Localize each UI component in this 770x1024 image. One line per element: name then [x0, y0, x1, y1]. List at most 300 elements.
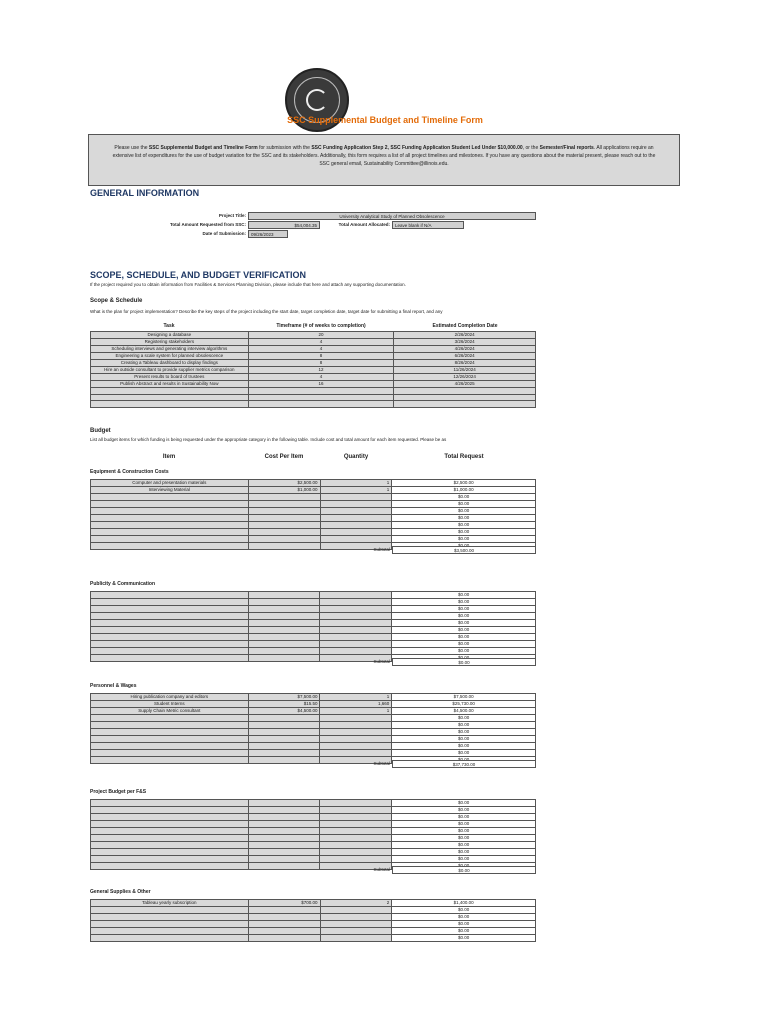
quantity-cell[interactable] — [320, 736, 392, 743]
item-cell[interactable] — [91, 501, 249, 508]
table-row — [91, 620, 536, 627]
cost-cell[interactable] — [248, 620, 320, 627]
table-row — [91, 346, 536, 353]
estimated-date-cell[interactable]: 4/26/2025 — [394, 381, 536, 388]
project-title-field[interactable]: University Analytical Study of Planned Obsolescence — [248, 212, 536, 220]
table-row — [91, 374, 536, 381]
table-row — [91, 715, 536, 722]
total-cell: $0.00 — [392, 627, 536, 634]
quantity-cell[interactable] — [320, 634, 392, 641]
total-cell: $7,500.00 — [392, 694, 536, 701]
cost-cell[interactable] — [248, 828, 320, 835]
total-cell: $0.00 — [392, 599, 536, 606]
item-cell[interactable] — [91, 522, 249, 529]
total-cell: $0.00 — [392, 715, 536, 722]
col-estimated-header: Estimated Completion Date — [432, 323, 498, 329]
item-cell[interactable]: Student Interns — [91, 701, 249, 708]
item-cell[interactable] — [91, 814, 249, 821]
total-requested-field[interactable]: $54,004.35 — [248, 221, 320, 229]
timeframe-cell[interactable] — [248, 394, 394, 401]
cost-cell[interactable] — [248, 613, 320, 620]
task-cell[interactable]: Present results to board of trustees — [91, 374, 249, 381]
quantity-cell[interactable] — [320, 914, 392, 921]
intro-text-3: , or the — [522, 145, 540, 151]
total-cell: $0.00 — [392, 849, 536, 856]
item-cell[interactable] — [91, 842, 249, 849]
quantity-cell[interactable] — [320, 515, 392, 522]
cost-cell[interactable] — [248, 641, 320, 648]
estimated-date-cell[interactable] — [394, 394, 536, 401]
table-row — [91, 339, 536, 346]
total-cell: $0.00 — [392, 494, 536, 501]
table-row — [91, 914, 536, 921]
total-cell: $0.00 — [392, 592, 536, 599]
table-row — [91, 821, 536, 828]
item-cell[interactable] — [91, 634, 249, 641]
cost-cell[interactable] — [248, 592, 320, 599]
cost-cell[interactable] — [248, 606, 320, 613]
task-cell[interactable]: Creating a Tableau dashboard to display findings — [91, 360, 249, 367]
timeframe-cell[interactable]: 4 — [248, 346, 394, 353]
quantity-cell[interactable] — [320, 522, 392, 529]
intro-text-1: Please use the — [114, 145, 149, 151]
subtotal-value: $0.00 — [392, 866, 536, 874]
quantity-cell[interactable]: 1 — [320, 480, 392, 487]
cost-cell[interactable] — [248, 634, 320, 641]
item-cell[interactable] — [91, 508, 249, 515]
total-cell: $0.00 — [392, 800, 536, 807]
total-cell: $0.00 — [392, 536, 536, 543]
table-row — [91, 842, 536, 849]
task-cell[interactable] — [91, 401, 249, 408]
total-cell: $0.00 — [392, 613, 536, 620]
table-row — [91, 722, 536, 729]
cost-cell[interactable] — [248, 821, 320, 828]
quantity-cell[interactable] — [320, 856, 392, 863]
table-row — [91, 900, 536, 907]
estimated-date-cell[interactable]: 2/26/2024 — [394, 332, 536, 339]
total-cell: $0.00 — [392, 935, 536, 942]
quantity-cell[interactable] — [320, 508, 392, 515]
total-cell: $0.00 — [392, 620, 536, 627]
quantity-cell[interactable] — [320, 613, 392, 620]
table-row — [91, 480, 536, 487]
total-cell: $0.00 — [392, 641, 536, 648]
cost-cell[interactable] — [248, 914, 320, 921]
item-cell[interactable] — [91, 807, 249, 814]
subtotal-label: Subtotal — [373, 659, 390, 664]
item-cell[interactable] — [91, 515, 249, 522]
quantity-cell[interactable] — [320, 620, 392, 627]
item-cell[interactable] — [91, 648, 249, 655]
item-cell[interactable] — [91, 743, 249, 750]
cost-cell[interactable] — [248, 807, 320, 814]
estimated-date-cell[interactable]: 8/26/2024 — [394, 360, 536, 367]
cost-cell[interactable] — [248, 856, 320, 863]
cost-cell[interactable] — [248, 599, 320, 606]
item-cell[interactable] — [91, 606, 249, 613]
quantity-cell[interactable] — [320, 842, 392, 849]
cost-cell[interactable] — [248, 835, 320, 842]
table-row — [91, 800, 536, 807]
scope-note: If the project required you to obtain information from Facilities & Services Planning Division, please include that here and attach any supporting documentation. — [90, 282, 406, 287]
item-cell[interactable] — [91, 757, 249, 764]
table-row — [91, 606, 536, 613]
total-cell: $0.00 — [392, 648, 536, 655]
task-cell[interactable]: Engineering a scale system for planned obsolescence — [91, 353, 249, 360]
table-row — [91, 641, 536, 648]
cost-cell[interactable] — [248, 935, 320, 942]
quantity-cell[interactable] — [320, 536, 392, 543]
item-cell[interactable]: Computer and presentation materials — [91, 480, 249, 487]
budget-category-label: Project Budget per F&S — [90, 789, 147, 795]
quantity-cell[interactable] — [320, 907, 392, 914]
subtotal-value: $0.00 — [392, 658, 536, 666]
total-cell: $0.00 — [392, 921, 536, 928]
total-cell: $4,500.00 — [392, 708, 536, 715]
table-row — [91, 613, 536, 620]
item-cell[interactable] — [91, 620, 249, 627]
table-row — [91, 634, 536, 641]
quantity-cell[interactable] — [320, 743, 392, 750]
total-cell: $0.00 — [392, 529, 536, 536]
quantity-cell[interactable] — [320, 627, 392, 634]
cost-cell[interactable] — [248, 736, 320, 743]
item-cell[interactable] — [91, 928, 249, 935]
scope-subheading: Scope & Schedule — [90, 298, 143, 304]
subtotal-value: $3,500.00 — [392, 546, 536, 554]
project-title-label: Project Title: — [218, 213, 246, 218]
cost-cell[interactable] — [248, 529, 320, 536]
table-row — [91, 907, 536, 914]
table-row — [91, 529, 536, 536]
intro-bold-1: SSC Supplemental Budget and Timeline Form — [148, 145, 258, 151]
estimated-date-cell[interactable]: 3/26/2024 — [394, 339, 536, 346]
quantity-cell[interactable] — [320, 641, 392, 648]
cost-cell[interactable]: $2,500.00 — [248, 480, 320, 487]
total-cell: $0.00 — [392, 842, 536, 849]
item-cell[interactable] — [91, 543, 249, 550]
quantity-cell[interactable] — [320, 828, 392, 835]
item-cell[interactable] — [91, 655, 249, 662]
table-row — [91, 381, 536, 388]
total-cell: $1,400.00 — [392, 900, 536, 907]
total-cell: $0.00 — [392, 835, 536, 842]
item-cell[interactable] — [91, 736, 249, 743]
item-cell[interactable] — [91, 828, 249, 835]
total-cell: $0.00 — [392, 522, 536, 529]
timeframe-cell[interactable]: 12 — [248, 367, 394, 374]
table-row — [91, 828, 536, 835]
col-timeframe-header: Timeframe (# of weeks to completion) — [276, 323, 366, 329]
quantity-cell[interactable] — [320, 928, 392, 935]
budget-category-label: Personnel & Wages — [90, 683, 137, 689]
table-row — [91, 701, 536, 708]
quantity-cell[interactable] — [320, 849, 392, 856]
cost-cell[interactable] — [248, 655, 320, 662]
estimated-date-cell[interactable] — [394, 388, 536, 395]
item-cell[interactable] — [91, 750, 249, 757]
estimated-date-cell[interactable] — [394, 401, 536, 408]
budget-table — [90, 899, 536, 942]
cost-cell[interactable] — [248, 648, 320, 655]
task-cell[interactable]: Registering stakeholders — [91, 339, 249, 346]
timeframe-cell[interactable]: 8 — [248, 353, 394, 360]
table-row — [91, 599, 536, 606]
quantity-cell[interactable] — [320, 715, 392, 722]
cost-cell[interactable] — [248, 750, 320, 757]
budget-category-label: Equipment & Construction Costs — [90, 469, 169, 475]
total-cell: $0.00 — [392, 907, 536, 914]
item-cell[interactable] — [91, 627, 249, 634]
table-row — [91, 750, 536, 757]
table-row — [91, 849, 536, 856]
quantity-cell[interactable]: 2 — [320, 900, 392, 907]
total-cell: $0.00 — [392, 928, 536, 935]
quantity-cell[interactable] — [320, 648, 392, 655]
timeframe-cell[interactable]: 4 — [248, 374, 394, 381]
cost-cell[interactable] — [248, 842, 320, 849]
timeframe-cell[interactable]: 4 — [248, 339, 394, 346]
total-cell: $0.00 — [392, 634, 536, 641]
cost-cell[interactable]: $700.00 — [248, 900, 320, 907]
quantity-cell[interactable] — [320, 529, 392, 536]
item-cell[interactable]: Supply Chain Metric consultant — [91, 708, 249, 715]
table-row — [91, 935, 536, 942]
timeframe-cell[interactable]: 20 — [248, 332, 394, 339]
item-cell[interactable]: Interviewing Material — [91, 487, 249, 494]
task-cell[interactable]: Scheduling interviews and generating interview algorithms — [91, 346, 249, 353]
intro-bold-2: SSC Funding Application Step 2, SSC Funding Application Student Led Under $10,000.00 — [311, 145, 523, 151]
estimated-date-cell[interactable]: 6/26/2024 — [394, 353, 536, 360]
item-cell[interactable] — [91, 729, 249, 736]
date-label: Date of Submission: — [202, 231, 246, 236]
quantity-cell[interactable] — [320, 606, 392, 613]
table-row — [91, 708, 536, 715]
task-cell[interactable] — [91, 388, 249, 395]
schedule-table — [90, 331, 536, 408]
cost-cell[interactable] — [248, 722, 320, 729]
estimated-date-cell[interactable]: 4/26/2024 — [394, 346, 536, 353]
quantity-cell[interactable] — [320, 599, 392, 606]
item-cell[interactable]: Hiring publication company and editors — [91, 694, 249, 701]
table-row — [91, 353, 536, 360]
total-cell: $2,500.00 — [392, 480, 536, 487]
quantity-cell[interactable]: 1 — [320, 487, 392, 494]
total-cell: $0.00 — [392, 914, 536, 921]
item-cell[interactable] — [91, 863, 249, 870]
cost-cell[interactable]: $15.50 — [248, 701, 320, 708]
item-cell[interactable] — [91, 722, 249, 729]
item-cell[interactable] — [91, 536, 249, 543]
cost-cell[interactable] — [248, 814, 320, 821]
total-cell: $1,000.00 — [392, 487, 536, 494]
item-cell[interactable] — [91, 849, 249, 856]
cost-cell[interactable] — [248, 522, 320, 529]
total-cell: $0.00 — [392, 515, 536, 522]
budget-heading: Budget — [90, 428, 111, 434]
cost-cell[interactable] — [248, 928, 320, 935]
item-cell[interactable] — [91, 592, 249, 599]
cost-cell[interactable] — [248, 501, 320, 508]
total-cell: $25,730.00 — [392, 701, 536, 708]
quantity-cell[interactable] — [320, 814, 392, 821]
quantity-cell[interactable] — [320, 921, 392, 928]
item-cell[interactable] — [91, 907, 249, 914]
table-row — [91, 487, 536, 494]
cost-cell[interactable] — [248, 757, 320, 764]
total-cell: $0.00 — [392, 750, 536, 757]
total-allocated-field[interactable]: Leave blank if N/A — [392, 221, 464, 229]
cost-cell[interactable]: $7,500.00 — [248, 694, 320, 701]
total-cell: $0.00 — [392, 729, 536, 736]
total-cell: $0.00 — [392, 508, 536, 515]
timeframe-cell[interactable]: 16 — [248, 381, 394, 388]
quantity-cell[interactable] — [320, 722, 392, 729]
cost-cell[interactable]: $1,000.00 — [248, 487, 320, 494]
table-row — [91, 814, 536, 821]
col-total-header: Total Request — [444, 454, 484, 460]
col-cost-header: Cost Per Item — [264, 454, 304, 460]
table-row — [91, 835, 536, 842]
quantity-cell[interactable] — [320, 592, 392, 599]
table-row — [91, 508, 536, 515]
task-cell[interactable]: Designing a database — [91, 332, 249, 339]
cost-cell[interactable] — [248, 743, 320, 750]
total-cell: $0.00 — [392, 821, 536, 828]
subtotal-label: Subtotal — [373, 867, 390, 872]
estimated-date-cell[interactable]: 11/26/2024 — [394, 367, 536, 374]
col-item-header: Item — [162, 454, 176, 460]
table-row — [91, 648, 536, 655]
table-row — [91, 522, 536, 529]
cost-cell[interactable] — [248, 800, 320, 807]
item-cell[interactable]: Tableau yearly subscription — [91, 900, 249, 907]
quantity-cell[interactable] — [320, 750, 392, 757]
item-cell[interactable] — [91, 529, 249, 536]
quantity-cell[interactable] — [320, 800, 392, 807]
table-row — [91, 394, 536, 401]
table-row — [91, 332, 536, 339]
table-row — [91, 928, 536, 935]
task-cell[interactable]: Publish Abstract and results in Sustainability Now — [91, 381, 249, 388]
total-requested-label: Total Amount Requested from SSC: — [169, 222, 246, 227]
table-row — [91, 694, 536, 701]
cost-cell[interactable] — [248, 627, 320, 634]
item-cell[interactable] — [91, 494, 249, 501]
quantity-cell[interactable]: 1 — [320, 694, 392, 701]
item-cell[interactable] — [91, 856, 249, 863]
table-row — [91, 627, 536, 634]
budget-note: List all budget items for which funding is being requested under the appropriate category in the following table. Include cost and total amount for each item requested. Please be as — [90, 437, 447, 442]
intro-bold-3: Semester/Final reports — [539, 145, 594, 151]
quantity-cell[interactable] — [320, 807, 392, 814]
table-row — [91, 807, 536, 814]
table-row — [91, 856, 536, 863]
quantity-cell[interactable] — [320, 729, 392, 736]
task-cell[interactable] — [91, 394, 249, 401]
table-row — [91, 367, 536, 374]
quantity-cell[interactable] — [320, 494, 392, 501]
cost-cell[interactable] — [248, 729, 320, 736]
cost-cell[interactable] — [248, 863, 320, 870]
timeframe-cell[interactable]: 8 — [248, 360, 394, 367]
item-cell[interactable] — [91, 715, 249, 722]
table-row — [91, 729, 536, 736]
cost-cell[interactable] — [248, 508, 320, 515]
subtotal-label: Subtotal — [373, 761, 390, 766]
total-cell: $0.00 — [392, 501, 536, 508]
quantity-cell[interactable] — [320, 821, 392, 828]
budget-category-label: Publicity & Communication — [90, 581, 156, 587]
budget-table — [90, 479, 536, 550]
quantity-cell[interactable]: 1 — [320, 708, 392, 715]
total-cell: $0.00 — [392, 814, 536, 821]
estimated-date-cell[interactable]: 12/26/2024 — [394, 374, 536, 381]
timeframe-cell[interactable] — [248, 388, 394, 395]
general-info-heading: GENERAL INFORMATION — [90, 188, 200, 198]
item-cell[interactable] — [91, 641, 249, 648]
task-cell[interactable]: Hire an outside consultant to provide supplier metrics comparison — [91, 367, 249, 374]
item-cell[interactable] — [91, 935, 249, 942]
total-cell: $0.00 — [392, 856, 536, 863]
item-cell[interactable] — [91, 613, 249, 620]
cost-cell[interactable] — [248, 536, 320, 543]
quantity-cell[interactable] — [320, 501, 392, 508]
total-cell: $0.00 — [392, 828, 536, 835]
table-row — [91, 743, 536, 750]
table-row — [91, 536, 536, 543]
total-cell: $0.00 — [392, 736, 536, 743]
cost-cell[interactable] — [248, 715, 320, 722]
cost-cell[interactable] — [248, 921, 320, 928]
cost-cell[interactable] — [248, 907, 320, 914]
quantity-cell[interactable]: 1,660 — [320, 701, 392, 708]
scope-heading: SCOPE, SCHEDULE, AND BUDGET VERIFICATION — [90, 270, 307, 280]
table-row — [91, 501, 536, 508]
table-row — [91, 515, 536, 522]
timeframe-cell[interactable] — [248, 401, 394, 408]
intro-text-2: for submission with the — [257, 145, 312, 151]
quantity-cell[interactable] — [320, 935, 392, 942]
item-cell[interactable] — [91, 821, 249, 828]
total-cell: $0.00 — [392, 722, 536, 729]
col-task-header: Task — [163, 323, 175, 329]
form-title: SSC Supplemental Budget and Timeline Form — [287, 115, 483, 125]
budget-category-label: General Supplies & Other — [90, 889, 151, 895]
cost-cell[interactable] — [248, 494, 320, 501]
subtotal-value: $37,730.00 — [392, 760, 536, 768]
quantity-cell[interactable] — [320, 835, 392, 842]
cost-cell[interactable] — [248, 543, 320, 550]
date-field[interactable]: 09/26/2023 — [248, 230, 288, 238]
item-cell[interactable] — [91, 599, 249, 606]
item-cell[interactable] — [91, 914, 249, 921]
intro-text-4: . All applications require an extensive list of expenditures for the use of budget variation for the SSC and its stakeholders. Additionally, this form requires a list of all project timelines and milestones. If you have any questions about the material present, please reach out to the SSC general email, Sustainability Committee@illinois.edu. — [112, 145, 656, 167]
item-cell[interactable] — [91, 835, 249, 842]
cost-cell[interactable]: $4,500.00 — [248, 708, 320, 715]
item-cell[interactable] — [91, 921, 249, 928]
table-row — [91, 494, 536, 501]
item-cell[interactable] — [91, 800, 249, 807]
total-cell: $0.00 — [392, 606, 536, 613]
cost-cell[interactable] — [248, 515, 320, 522]
cost-cell[interactable] — [248, 849, 320, 856]
table-row — [91, 736, 536, 743]
budget-table — [90, 591, 536, 662]
total-cell: $0.00 — [392, 807, 536, 814]
table-row — [91, 401, 536, 408]
